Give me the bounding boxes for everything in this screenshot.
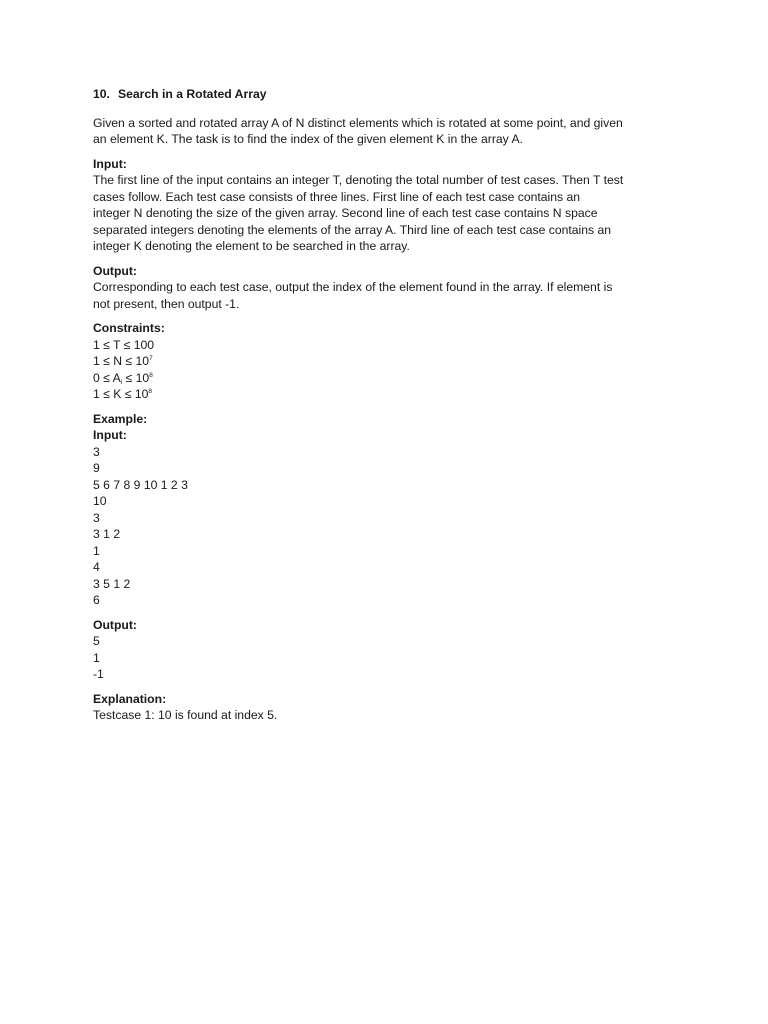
constraints-section [93,320,683,403]
example-input-line: 10 [93,494,107,508]
example-heading: Example: [93,411,148,426]
input-line: The first line of the input contains an integer T, denoting the total number of test cases. Then T test [93,173,624,187]
example-output-line: 5 [93,634,100,648]
example-input-line: 5 6 7 8 9 10 1 2 3 [93,477,188,492]
constraint-k [93,386,683,403]
constraint-a-base: ≤ 10 [122,370,150,385]
example-section [93,411,683,609]
intro-paragraph [93,115,683,148]
output-line: not present, then output -1. [93,296,240,311]
example-input-line: 3 5 1 2 [93,576,131,591]
input-section [93,156,683,255]
constraint-n-base: 1 ≤ N ≤ 10 [93,354,150,368]
example-output-line: 1 [93,650,100,665]
intro-line: an element K. The task is to find the index of the given element K in the array A. [93,132,523,146]
problem-title [93,86,683,103]
input-line: separated integers denoting the elements of the array A. Third line of each test case contains an [93,222,612,237]
example-input-line: 3 1 2 [93,527,121,541]
problem-number: 10. [93,87,110,101]
constraint-n [93,353,683,370]
explanation-text: Testcase 1: 10 is found at index 5. [93,708,278,722]
problem-title-text: Search in a Rotated Array [117,87,267,101]
explanation-heading: Explanation: [93,691,167,706]
explanation-section [93,691,683,724]
intro-line: Given a sorted and rotated array A of N distinct elements which is rotated at some point, and given [93,115,623,130]
example-input-line: 9 [93,461,100,475]
constraint-k-base: 1 ≤ K ≤ 10 [93,387,149,401]
output-heading: Output: [93,263,137,278]
example-output-heading: Output: [93,617,137,632]
example-output-line: -1 [93,667,104,681]
constraint-a-subscript: i [120,378,123,386]
constraint-t: 1 ≤ T ≤ 100 [93,337,155,352]
example-input-line: 1 [93,543,100,558]
constraint-k-exponent: 8 [148,388,153,395]
constraint-n-exponent: 7 [149,355,153,362]
output-line: Corresponding to each test case, output the index of the element found in the array. If element is [93,280,613,294]
example-input-line: 4 [93,560,100,574]
example-input-line: 3 [93,444,100,459]
example-input-line: 6 [93,593,100,607]
example-input-heading: Input: [93,428,127,442]
document-page [93,86,683,732]
input-line: integer K denoting the element to be searched in the array. [93,239,410,253]
example-input-line: 3 [93,510,100,525]
input-line: cases follow. Each test case consists of three lines. First line of each test case contains an [93,189,581,204]
output-section [93,263,683,313]
constraint-a [93,370,683,387]
example-output-section [93,617,683,683]
constraints-heading: Constraints: [93,321,165,335]
constraint-a-exponent: 8 [149,371,153,379]
input-line: integer N denoting the size of the given array. Second line of each test case contains N space [93,206,598,220]
input-heading: Input: [93,156,127,171]
constraint-a-prefix: 0 ≤ A [93,370,121,385]
